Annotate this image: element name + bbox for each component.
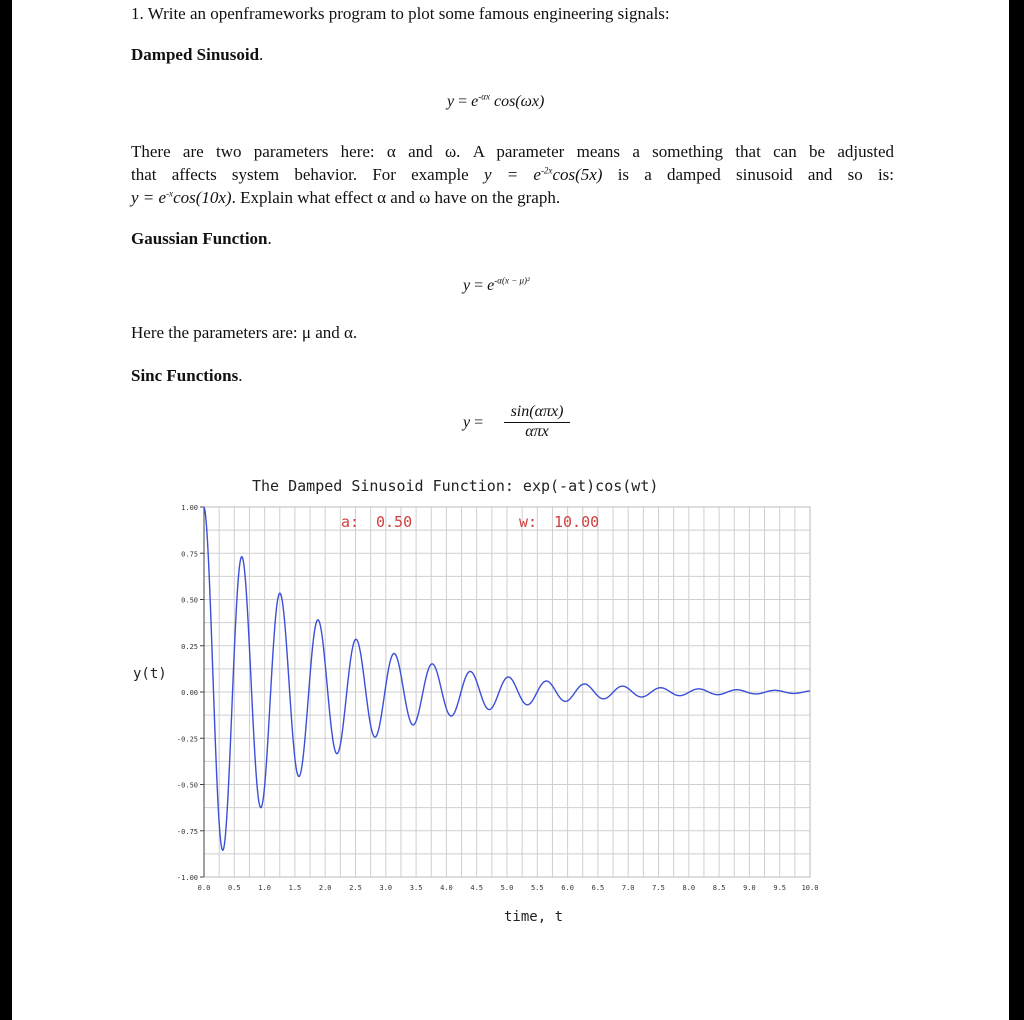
x-tick-label: 2.0: [318, 884, 332, 892]
damped-para-line2-post: cos(5x): [552, 165, 603, 184]
question-text: Write an openframeworks program to plot some famous engineering signals:: [147, 4, 670, 23]
damped-formula-y: y: [447, 93, 455, 110]
y-tick-label: -0.25: [176, 735, 198, 744]
damped-formula-e: e: [471, 93, 479, 110]
document-page: [12, 0, 1009, 1020]
damped-para-line2-pre: y = e: [483, 165, 541, 184]
gaussian-paragraph: Here the parameters are: μ and α.: [131, 323, 358, 342]
damped-para-line2-b: is a damped sinusoid and so is:: [617, 165, 895, 184]
damped-para-line3-post: cos(10x): [173, 188, 232, 207]
gaussian-formula-exp: -α(x − μ)²: [494, 275, 530, 286]
param-w-label: w:: [519, 513, 538, 531]
y-tick-label: -0.75: [176, 827, 198, 836]
x-tick-label: 9.5: [773, 884, 787, 892]
x-tick-label: 5.0: [500, 884, 514, 892]
x-tick-label: 0.0: [197, 884, 211, 892]
x-tick-label: 7.0: [621, 884, 635, 892]
sinc-formula-eq: =: [474, 414, 484, 431]
x-tick-label: 0.5: [227, 884, 241, 892]
damped-sinusoid-chart: [12, 0, 1009, 1020]
x-tick-label: 6.0: [561, 884, 574, 892]
y-tick-label: 0.75: [181, 550, 198, 559]
y-tick-label: 0.00: [181, 689, 198, 697]
sinc-heading-text: Sinc Functions: [131, 366, 239, 385]
damped-formula-rest: cos(ωx): [493, 93, 545, 110]
gaussian-heading-text: Gaussian Function: [131, 229, 268, 248]
x-tick-label: 4.0: [440, 884, 453, 892]
x-tick-label: 2.5: [349, 884, 362, 892]
param-a-label: a:: [341, 513, 360, 531]
y-tick-label: 0.50: [181, 596, 198, 605]
gaussian-formula-e: e: [487, 277, 495, 294]
damped-heading-text: Damped Sinusoid: [131, 45, 260, 64]
param-a-value: 0.50: [376, 513, 413, 531]
x-tick-label: 3.0: [379, 884, 393, 892]
gaussian-formula-y: y: [463, 277, 471, 294]
question-number: 1.: [131, 4, 144, 23]
y-tick-label: -1.00: [176, 874, 198, 882]
damped-heading-period: .: [259, 45, 264, 64]
damped-formula-exp: -αx: [478, 91, 490, 102]
damped-para-line2-exp: -2x: [540, 165, 553, 176]
damped-para-line1: There are two parameters here: α and ω. A parameter means a something that can be adjusted: [131, 142, 894, 161]
damped-para-line3-exp: -x: [166, 188, 174, 199]
gaussian-heading-period: .: [267, 229, 272, 248]
damped-para-line2-a: that affects system behavior. For example: [131, 165, 469, 184]
x-tick-label: 5.5: [530, 884, 544, 892]
y-tick-label: -0.50: [176, 781, 198, 790]
sinc-numerator: sin(απx): [504, 403, 570, 423]
x-tick-label: 1.5: [288, 884, 302, 892]
sinc-heading-period: .: [238, 366, 243, 385]
sinc-formula-y: y: [463, 414, 471, 431]
x-tick-label: 4.5: [470, 884, 484, 892]
x-tick-label: 1.0: [258, 884, 271, 892]
chart-x-axis-label: time, t: [504, 909, 564, 925]
x-tick-label: 8.0: [682, 884, 696, 892]
chart-title: The Damped Sinusoid Function: exp(-at)cos(wt): [252, 477, 659, 495]
x-tick-label: 3.5: [409, 884, 423, 892]
param-w-value: 10.00: [554, 513, 600, 531]
gaussian-formula-eq: =: [474, 277, 484, 294]
y-tick-label: 1.00: [181, 504, 198, 512]
damped-para-line3-pre: y = e: [131, 188, 167, 207]
x-tick-label: 7.5: [652, 884, 665, 892]
x-tick-label: 10.0: [801, 884, 819, 892]
x-tick-label: 8.5: [712, 884, 726, 892]
chart-y-axis-label: y(t): [133, 666, 167, 682]
sinc-denominator: απx: [525, 423, 549, 440]
damped-para-line3-b: . Explain what effect α and ω have on the graph.: [231, 188, 561, 207]
x-tick-label: 6.5: [591, 884, 605, 892]
x-tick-label: 9.0: [743, 884, 756, 892]
y-tick-label: 0.25: [181, 642, 198, 651]
damped-formula-eq: =: [458, 93, 468, 110]
